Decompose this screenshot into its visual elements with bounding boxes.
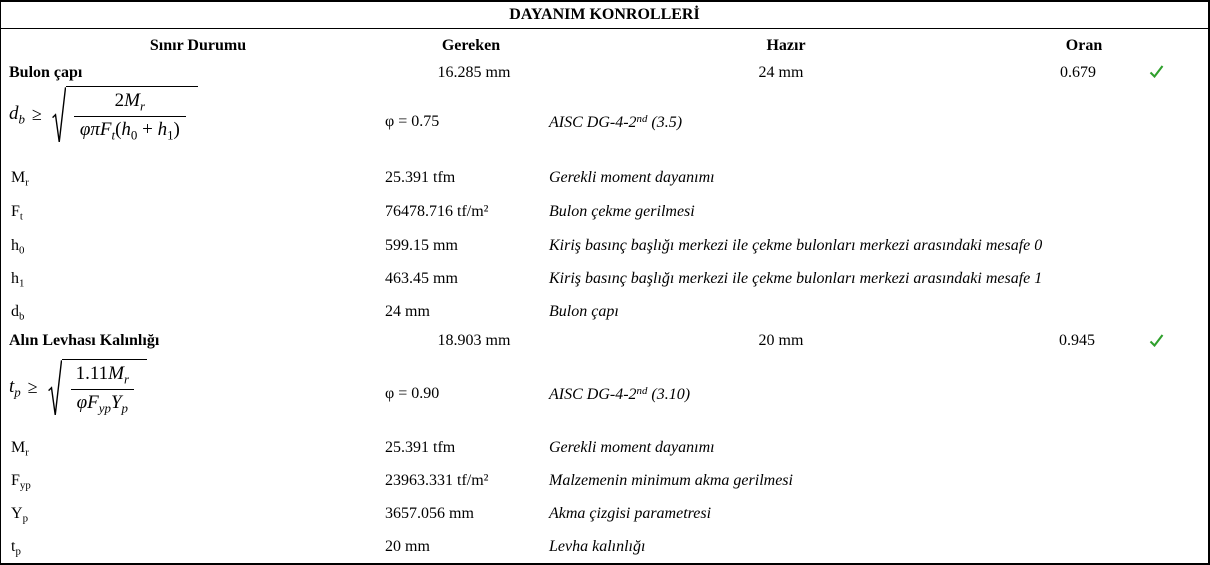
factor-reference-row bbox=[1, 113, 1208, 135]
param-row bbox=[1, 538, 1208, 560]
check-icon bbox=[1149, 65, 1164, 78]
param-row bbox=[1, 505, 1208, 527]
status-badge bbox=[1149, 334, 1167, 350]
param-description: Bulon çekme gerilmesi bbox=[549, 203, 695, 220]
param-row bbox=[1, 439, 1208, 461]
param-row bbox=[1, 303, 1208, 325]
limit-state-name: Alın Levhası Kalınlığı bbox=[9, 332, 160, 349]
param-symbol: $F_t$ bbox=[11, 203, 23, 223]
status-badge bbox=[1149, 65, 1167, 81]
param-row bbox=[1, 270, 1208, 292]
required-value: 16.285 mm bbox=[437, 64, 511, 81]
header-ratio: Oran bbox=[1065, 37, 1103, 54]
param-description: Gerekli moment dayanımı bbox=[549, 439, 715, 456]
param-value: 463.45 mm bbox=[385, 270, 458, 287]
param-description: Gerekli moment dayanımı bbox=[549, 169, 715, 186]
summary-row-end-plate-thickness bbox=[1, 332, 1208, 354]
header-required: Gereken bbox=[441, 37, 501, 54]
geq-symbol: ≥ bbox=[31, 104, 42, 125]
param-description: Levha kalınlığı bbox=[549, 538, 646, 555]
param-symbol: $t_p$ bbox=[11, 538, 21, 558]
param-symbol: $M_r$ bbox=[11, 439, 29, 459]
param-value: 24 mm bbox=[385, 303, 430, 320]
phi-factor: φ = 0.90 bbox=[385, 385, 440, 402]
param-symbol: $d_b$ bbox=[11, 303, 25, 323]
code-reference: AISC DG-4-2nd (3.5) bbox=[549, 113, 683, 131]
param-row bbox=[1, 169, 1208, 191]
code-reference: AISC DG-4-2nd (3.10) bbox=[549, 385, 691, 403]
factor-reference-row bbox=[1, 385, 1208, 407]
geq-symbol: ≥ bbox=[27, 377, 38, 398]
param-description: Malzemenin minimum akma gerilmesi bbox=[549, 472, 793, 489]
ratio-value: 0.945 bbox=[1059, 332, 1095, 349]
param-value: 25.391 tfm bbox=[385, 169, 456, 186]
param-symbol: $Y_p$ bbox=[11, 505, 28, 525]
ratio-value: 0.679 bbox=[1060, 64, 1096, 81]
formula-lhs: $d_b$ bbox=[9, 102, 25, 126]
fraction-numerator: $1.11M_r$ bbox=[75, 363, 130, 387]
param-value: 23963.331 tf/m² bbox=[385, 472, 489, 489]
header-limit-state: Sınır Durumu bbox=[149, 37, 247, 54]
param-value: 20 mm bbox=[385, 538, 430, 555]
fraction-numerator: $2M_r$ bbox=[114, 90, 146, 114]
fraction-denominator: $\varphi\pi F_t(h_0 + h_1)$ bbox=[74, 116, 186, 143]
param-symbol: $F_{yp}$ bbox=[11, 472, 31, 492]
param-row bbox=[1, 203, 1208, 225]
param-row bbox=[1, 237, 1208, 259]
param-value: 25.391 tfm bbox=[385, 439, 456, 456]
available-value: 20 mm bbox=[758, 332, 804, 349]
column-header-row bbox=[1, 37, 1208, 59]
param-description: Bulon çapı bbox=[549, 303, 619, 320]
param-symbol: $h_0$ bbox=[11, 237, 25, 257]
header-available: Hazır bbox=[766, 37, 806, 54]
limit-state-name: Bulon çapı bbox=[9, 64, 83, 81]
param-symbol: $h_1$ bbox=[11, 270, 25, 290]
param-value: 3657.056 mm bbox=[385, 505, 474, 522]
phi-factor: φ = 0.75 bbox=[385, 113, 440, 130]
param-row bbox=[1, 472, 1208, 494]
param-value: 76478.716 tf/m² bbox=[385, 203, 489, 220]
param-description: Akma çizgisi parametresi bbox=[549, 505, 712, 522]
check-icon bbox=[1149, 334, 1164, 347]
param-symbol: $M_r$ bbox=[11, 169, 29, 189]
required-value: 18.903 mm bbox=[437, 332, 511, 349]
report-title: DAYANIM KONROLLERİ bbox=[1, 2, 1208, 29]
param-value: 599.15 mm bbox=[385, 237, 458, 254]
fraction-denominator: $\varphi F_{yp}Y_p$ bbox=[71, 389, 134, 416]
available-value: 24 mm bbox=[758, 64, 804, 81]
param-description: Kiriş basınç başlığı merkezi ile çekme bulonları merkezi arasındaki mesafe 0 bbox=[549, 237, 1043, 254]
summary-row-bolt-diameter bbox=[1, 64, 1208, 86]
formula-lhs: $t_p$ bbox=[9, 375, 21, 399]
param-description: Kiriş basınç başlığı merkezi ile çekme bulonları merkezi arasındaki mesafe 1 bbox=[549, 270, 1043, 287]
